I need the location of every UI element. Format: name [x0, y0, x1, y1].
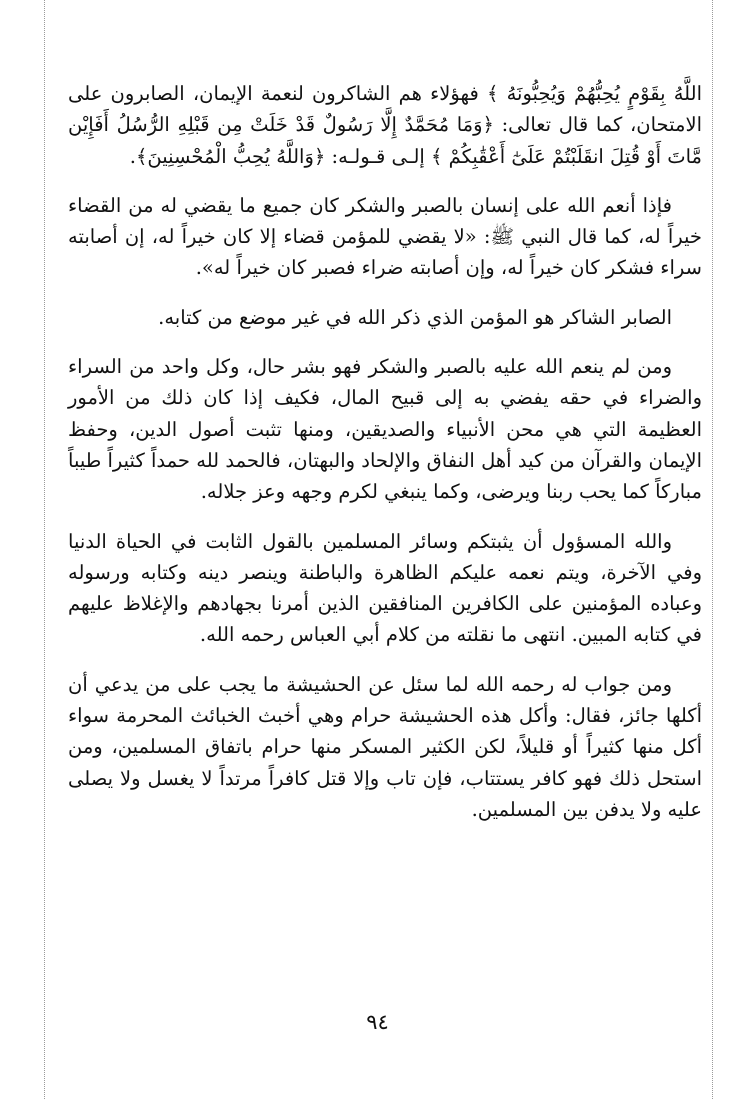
- paragraph-patient-grateful-believer: الصابر الشاكر هو المؤمن الذي ذكر الله في غير موضع من كتابه.: [158, 305, 672, 329]
- paragraph-supplication: والله المسؤول أن يثبتكم وسائر المسلمين بالقول الثابت في الحياة الدنيا وفي الآخرة، ويتم نعمه عليكم الظاهرة والباطنة وينصر دينه وكتابه ورسوله وعباده المؤمنين على الكافرين المنافقين الذين أمرنا بجهادهم والإغلاظ عليهم في كتابه المبين. انتهى ما نقلته من كلام أبي العباس رحمه الله.: [68, 529, 702, 647]
- paragraph-patience-gratitude: فإذا أنعم الله على إنسان بالصبر والشكر كان جميع ما يقضي له من القضاء خيراً له، كما قال النبي ﷺ: «لا يقضي للمؤمن قضاء إلا كان خيراً له، إن أصابته سراء فشكر كان خيراً له، وإن أصابته ضراء فصبر كان خيراً له».: [68, 193, 702, 280]
- margin-guide-left: [44, 0, 45, 1099]
- page-number: ٩٤: [366, 1010, 389, 1034]
- margin-guide-right: [712, 0, 713, 1099]
- paragraph-verse-continuation: اللَّهُ بِقَوْمٍ يُحِبُّهُمْ وَيُحِبُّونَهُ ﴾ فهؤلاء هم الشاكرون لنعمة الإيمان، الصابرون على الامتحان، كما قال تعالى: ﴿وَمَا مُحَمَّدٌ إِلَّا رَسُولٌ قَدْ خَلَتْ مِن قَبْلِهِ الرُّسُلُ أَفَإِيْن مَّاتَ أَوْ قُتِلَ انقَلَبْتُمْ عَلَىٰٓ أَعْقَٰبِكُمْ ﴾ إلـى قـولـه: ﴿وَاللَّهُ يُحِبُّ الْمُحْسِنِينَ﴾.: [68, 82, 702, 168]
- page-body-text: [68, 78, 702, 843]
- paragraph-hashish-ruling: ومن جواب له رحمه الله لما سئل عن الحشيشة ما يجب على من يدعي أن أكلها جائز، فقال: وأكل هذه الحشيشة حرام وهي أخبث الخبائث المحرمة سواء أكل منها كثيراً أو قليلاً، لكن الكثير المسكر منها حرام باتفاق المسلمين، ومن استحل ذلك فهو كافر يستتاب، فإن تاب وإلا قتل كافراً مرتداً لا يغسل ولا يصلى عليه ولا يدفن بين المسلمين.: [68, 672, 702, 821]
- paragraph-without-patience: ومن لم ينعم الله عليه بالصبر والشكر فهو بشر حال، وكل واحد من السراء والضراء في حقه يفضي به إلى قبيح المال، فكيف إذا كان ذلك من الأمور العظيمة التي هي محن الأنبياء والصديقين، ومنها تثبت أصول الدين، وحفظ الإيمان والقرآن من كيد أهل النفاق والإلحاد والبهتان، فالحمد لله حمداً كثيراً طيباً مباركاً كما يحب ربنا ويرضى، وكما ينبغي لكرم وجهه وعز جلاله.: [68, 355, 702, 504]
